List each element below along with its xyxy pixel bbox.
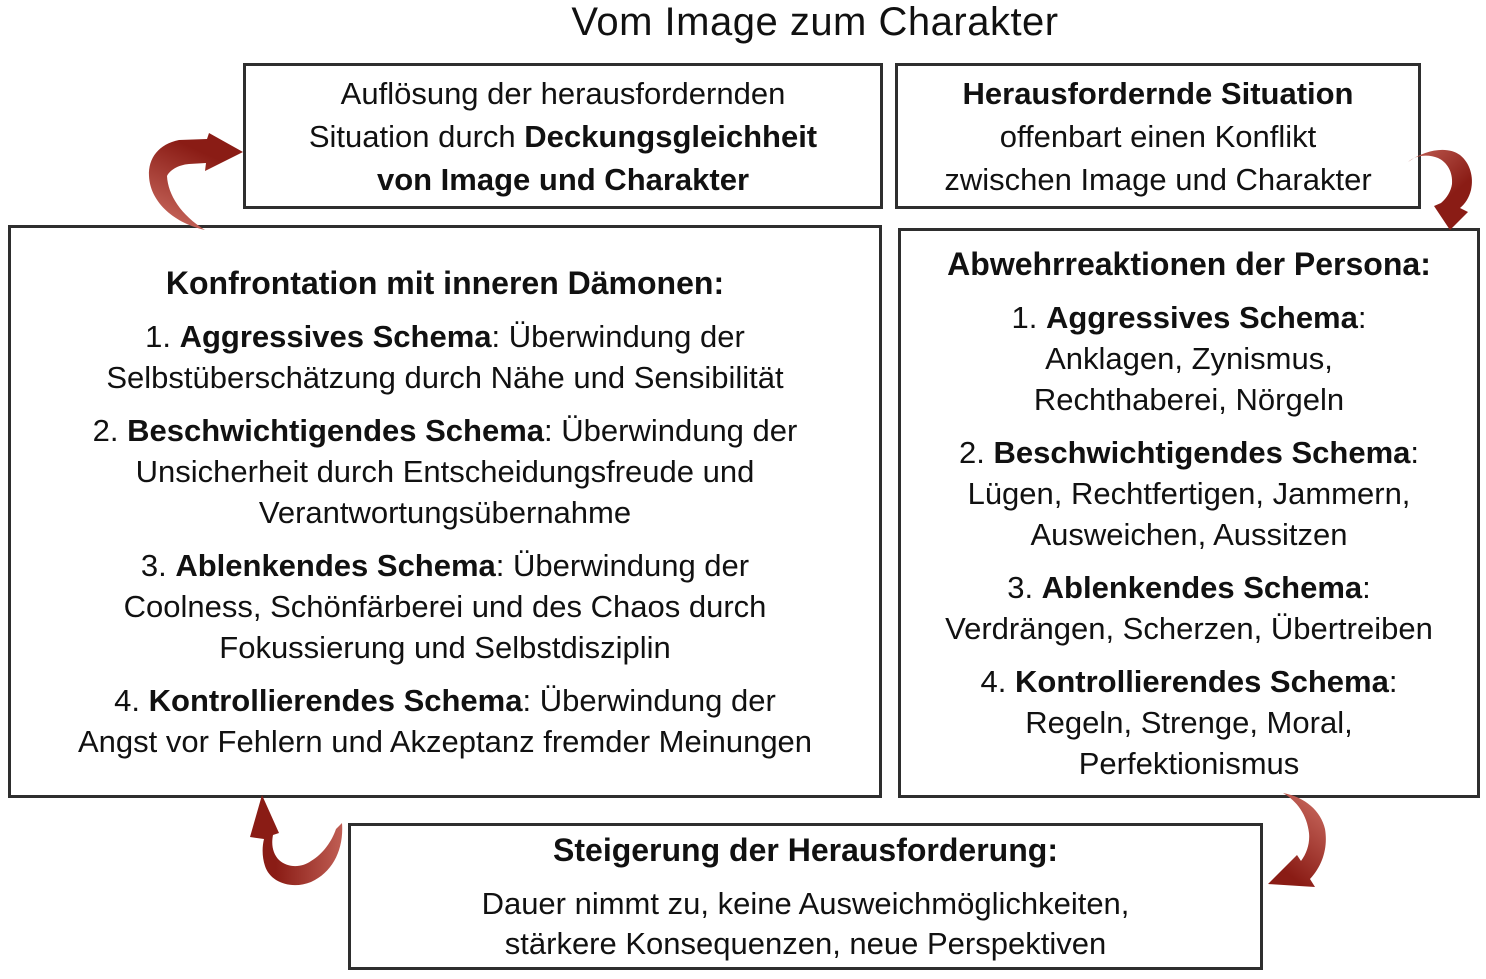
box-escalation-heading: Steigerung der Herausforderung: (553, 832, 1058, 868)
list-item: 1. Aggressives Schema: Überwindung der Selbstüberschätzung durch Nähe und Sensibilität (106, 318, 784, 395)
box-challenge-line: offenbart einen Konflikt (999, 118, 1317, 154)
box-escalation-line: Dauer nimmt zu, keine Ausweichmöglichkeiten, (481, 886, 1130, 921)
curved-arrow-top-right-icon (1406, 146, 1476, 236)
box-confrontation (8, 225, 882, 798)
box-defense-reactions (898, 228, 1480, 798)
curved-arrow-top-left-icon (143, 133, 245, 233)
list-item: 3. Ablenkendes Schema: Verdrängen, Scherzen, Übertreiben (945, 569, 1433, 646)
box-resolution-line: Situation durch Deckungsgleichheit (308, 118, 818, 154)
box-challenge-line: Herausfordernde Situation (962, 75, 1354, 111)
list-item: 4. Kontrollierendes Schema: Regeln, Strenge, Moral, Perfektionismus (980, 663, 1398, 781)
box-confrontation-heading: Konfrontation mit inneren Dämonen: (165, 264, 725, 301)
box-resolution-line: von Image und Charakter (376, 161, 750, 197)
list-item: 2. Beschwichtigendes Schema: Überwindung der Unsicherheit durch Entscheidungsfreude und Verantwortungsübernahme (92, 412, 798, 530)
box-resolution-line: Auflösung der herausfordernden (340, 75, 786, 111)
list-item: 3. Ablenkendes Schema: Überwindung der Coolness, Schönfärberei und des Chaos durch Fokussierung und Selbstdisziplin (123, 547, 767, 665)
list-item: 4. Kontrollierendes Schema: Überwindung der Angst vor Fehlern und Akzeptanz fremder Meinungen (77, 682, 813, 759)
box-escalation-line: stärkere Konsequenzen, neue Perspektiven (504, 926, 1107, 961)
box-escalation (348, 823, 1263, 970)
box-defense-heading: Abwehrreaktionen der Persona: (947, 245, 1431, 282)
list-item: 1. Aggressives Schema: Anklagen, Zynismus, Rechthaberei, Nörgeln (1011, 299, 1367, 417)
list-item: 2. Beschwichtigendes Schema: Lügen, Rechtfertigen, Jammern, Ausweichen, Aussitzen (958, 434, 1420, 552)
curved-arrow-bottom-left-icon (248, 793, 346, 889)
curved-arrow-bottom-right-icon (1263, 791, 1333, 897)
box-resolution (243, 63, 883, 209)
box-challenge-line: zwischen Image und Charakter (944, 161, 1372, 197)
page-title: Vom Image zum Charakter (571, 0, 1059, 44)
box-challenging-situation (895, 63, 1421, 209)
